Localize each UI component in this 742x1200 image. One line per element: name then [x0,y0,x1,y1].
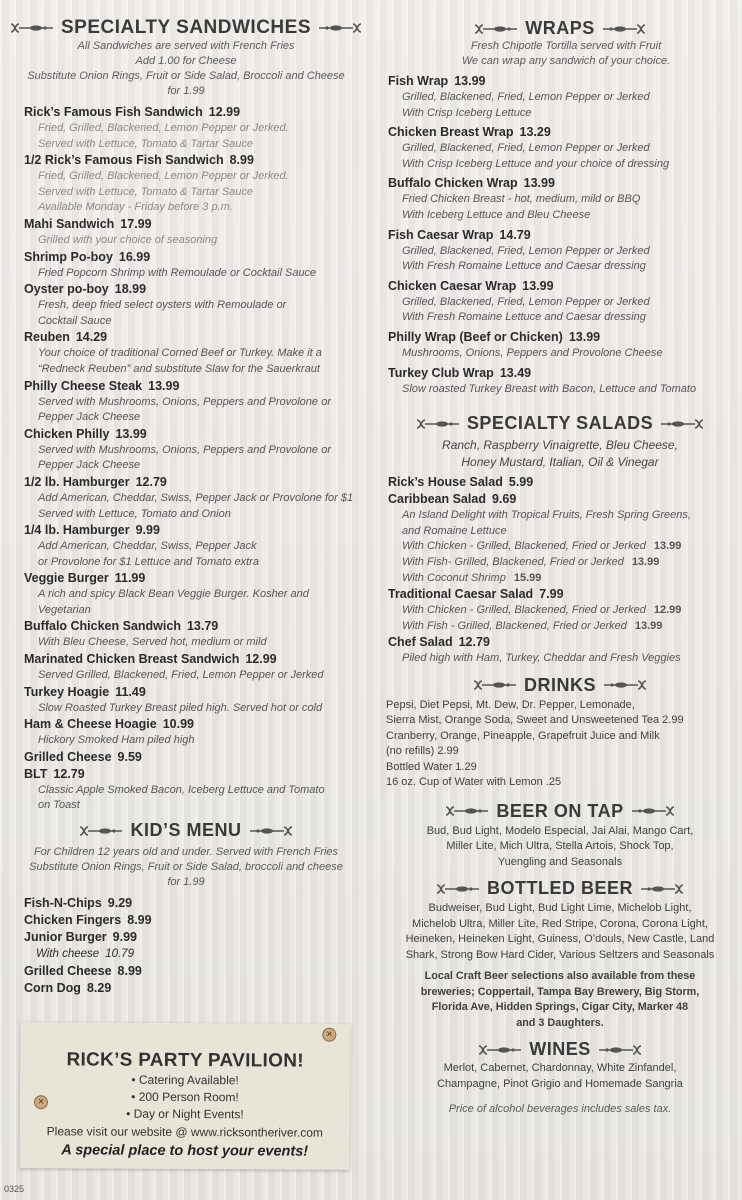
pavilion-title: RICK’S PARTY PAVILION! [66,1049,304,1072]
menu-item-name: Turkey Hoagie [24,684,110,699]
menu-item [24,522,366,539]
menu-item-description: Grilled, Blackened, Fried, Lemon Pepper or Jerked [402,142,650,155]
menu-item-description: Grilled, Blackened, Fried, Lemon Pepper or Jerked [402,91,650,103]
salad-option [388,555,742,571]
menu-item-description: and Romaine Lettuce [402,524,507,537]
menu-item-price: 14.29 [75,330,108,345]
craft-beer-line: and 3 Daughters. [516,1016,604,1029]
salad-option [388,539,742,555]
menu-item [388,227,742,244]
beer-on-tap-heading-text: BEER ON TAP [496,800,624,821]
bottled-beer-heading-text: BOTTLED BEER [486,878,633,899]
menu-item-name: Oyster po-boy [24,282,109,297]
menu-item-description: A rich and spicy Black Bean Veggie Burger. Kosher and [38,588,309,601]
menu-item-description: “Redneck Reuben” and substitute Slaw for the Sauerkraut [38,362,320,375]
menu-item-description: Served with Lettuce, Tomato & Tartar Sauce [38,185,254,198]
menu-item-description: Mushrooms, Onions, Peppers and Provolone Cheese [402,346,663,359]
menu-item-price: 7.99 [539,587,564,602]
ornament-icon [444,804,490,818]
menu-item-description: Piled high with Ham, Turkey, Cheddar and Fresh Veggies [402,652,681,665]
menu-item [388,586,742,603]
menu-item-name: Marinated Chicken Breast Sandwich [24,652,240,667]
menu-item-price: 11.49 [115,684,146,699]
kids-notes [0,845,372,890]
menu-item-description: Hickory Smoked Ham piled high [38,734,195,747]
kids-menu-heading [0,820,372,841]
menu-item-name: Chef Salad [388,635,453,650]
menu-item-description: Served with Lettuce, Tomato & Tartar Sauce [38,137,254,150]
pin-icon: ✕ [34,1095,48,1109]
kids-menu-heading-text: KID’S MENU [130,820,242,841]
beer-line: Miller Lite, Mich Ultra, Stella Artois, Shock Top, [446,840,674,853]
section-note: Substitute Onion Rings, Fruit or Side Salad, Broccoli and Cheese [27,70,345,82]
menu-item-price: 10.79 [105,948,134,961]
menu-item [24,618,366,635]
menu-item-name: Chicken Breast Wrap [388,125,514,140]
salad-option [388,603,742,619]
beer-line: Shark, Strong Bow Hard Cider, Various Seltzers and Seasonals [405,948,715,961]
ornament-icon [473,22,519,36]
menu-item-description: With Fresh Romaine Lettuce and Caesar dressing [402,311,646,324]
beer-line: Bud, Bud Light, Modelo Especial, Jai Alai, Mango Cart, [426,824,694,837]
salad-option-text: With Coconut Shrimp [402,571,506,584]
salad-option [388,571,742,587]
menu-item-description: or Provolone for $1 Lettuce and Tomato extra [38,555,259,568]
menu-item [24,570,366,587]
menu-item [24,766,366,783]
menu-item [388,365,742,382]
menu-item [24,378,366,395]
menu-item-name: Fish Wrap [388,74,449,88]
menu-item-price: 13.79 [186,619,219,634]
kids-list [0,895,372,997]
wraps-heading-text: WRAPS [525,18,595,38]
menu-item-description: With Bleu Cheese, Served hot, medium or mild [38,636,267,649]
menu-item [388,124,742,141]
menu-item-name: Grilled Cheese [24,749,112,764]
menu-item [24,684,366,701]
menu-item-description: An Island Delight with Tropical Fruits, Fresh Spring Greens, [402,509,691,522]
menu-item [24,895,372,912]
ornament-icon [248,824,294,838]
menu-item-name: Fish Caesar Wrap [388,227,494,242]
drink-line: Bottled Water 1.29 [386,760,477,773]
sandwich-list [0,104,372,814]
menu-item-description: Grilled with your choice of seasoning [38,233,218,246]
wraps-list [378,73,742,397]
menu-item-name: Philly Wrap (Beef or Chicken) [388,329,563,344]
menu-item-description: Vegetarian [38,603,91,616]
menu-item [388,175,742,192]
menu-item-description: Classic Apple Smoked Bacon, Iceberg Lettuce and Tomato [38,783,325,796]
menu-item-description: on Toast [38,799,80,812]
menu-item-name: Chicken Caesar Wrap [388,278,517,293]
menu-item-name: Philly Cheese Steak [24,378,143,393]
drink-line: Pepsi, Diet Pepsi, Mt. Dew, Dr. Pepper, Lemonade, [386,698,635,711]
menu-item-price: 17.99 [120,216,152,231]
menu-item-name: Chicken Fingers [24,913,122,928]
menu-item-description: Served with Mushrooms, Onions, Peppers and Provolone or [38,395,331,408]
craft-beer-line: Local Craft Beer selections also available from these [424,970,696,983]
section-note: Substitute Onion Rings, Fruit or Side Salad, broccoli and cheese [29,861,343,874]
salad-option-price: 13.99 [634,619,663,632]
menu-item [24,474,366,491]
bottled-beer-heading [378,878,742,899]
section-note: For Children 12 years old and under. Served with French Fries [33,846,339,859]
menu-item-price: 14.79 [499,227,531,242]
pavilion-website: Please visit our website @ www.ricksontheriver.com [46,1124,323,1140]
menu-item [24,716,366,733]
salad-option-price: 13.99 [653,540,682,553]
menu-item-name: Corn Dog [24,981,81,996]
pavilion-bullet: • Catering Available! [131,1072,239,1088]
menu-item-name: Caribbean Salad [388,492,486,507]
ornament-icon [597,1043,643,1057]
menu-item-price: 9.69 [491,492,517,507]
drink-line: 16 oz. Cup of Water with Lemon .25 [386,776,562,789]
wines-heading [378,1039,742,1060]
menu-item-description: With Crisp Iceberg Lettuce [402,106,532,119]
ornament-icon [472,678,518,692]
menu-item [24,912,372,929]
menu-item-description: With Iceberg Lettuce and Bleu Cheese [402,208,591,221]
salads-list [378,474,742,667]
menu-item [24,104,366,121]
menu-item [388,634,742,651]
menu-item-price: 12.99 [245,652,277,667]
menu-item-name: Grilled Cheese [24,964,112,979]
wines-heading-text: WINES [529,1039,591,1060]
menu-item-price: 11.99 [114,571,146,586]
menu-item-name: Turkey Club Wrap [388,365,494,380]
drink-line: Cranberry, Orange, Pineapple, Grapefruit Juice and Milk [386,729,660,742]
ornament-icon [415,417,461,431]
menu-item [388,474,742,491]
menu-item-price: 13.99 [523,176,555,191]
alcohol-tax-note: Price of alcohol beverages includes sales tax. [448,1103,672,1116]
menu-item-name: Reuben [24,330,70,345]
menu-item [388,278,742,295]
menu-item-description: Slow roasted Turkey Breast with Bacon, Lettuce and Tomato [402,382,697,395]
menu-item-description: Served with Lettuce, Tomato and Onion [38,507,231,520]
ornament-icon [639,882,685,896]
ornament-icon [659,417,705,431]
section-note: We can wrap any sandwich of your choice. [461,55,671,67]
party-pavilion-card [20,1022,351,1170]
menu-item-name: Rick’s House Salad [388,475,503,490]
salad-option-text: With Chicken - Grilled, Blackened, Fried or Jerked [402,540,646,553]
specialty-sandwiches-heading-text: SPECIALTY SANDWICHES [61,17,311,38]
menu-code: 0325 [4,1184,25,1194]
menu-item-name: Traditional Caesar Salad [388,587,534,602]
menu-item-description: Pepper Jack Cheese [38,411,141,424]
menu-item-price: 8.29 [86,981,112,996]
salad-option-price: 13.99 [631,555,660,568]
beer-line: Budweiser, Bud Light, Bud Light Lime, Michelob Light, [428,902,692,915]
menu-item-price: 9.29 [107,896,133,911]
menu-item-name: Ham & Cheese Hoagie [24,717,157,732]
menu-item [24,980,372,997]
menu-item-description: Add American, Cheddar, Swiss, Pepper Jack or Provolone for $1 [38,491,354,504]
ornament-icon [435,882,481,896]
menu-item [24,216,366,233]
menu-item-name: Fish-N-Chips [24,896,102,911]
menu-item [24,329,366,346]
section-note: Ranch, Raspberry Vinaigrette, Bleu Cheese, [442,438,678,453]
menu-item [388,73,742,90]
menu-item-description: Served with Mushrooms, Onions, Peppers and Provolone or [38,443,331,456]
menu-item-name: Buffalo Chicken Wrap [388,176,518,191]
menu-item-name: Chicken Philly [24,426,110,441]
menu-item-price: 13.99 [115,426,147,441]
menu-item-name: 1/2 Rick’s Famous Fish Sandwich [24,153,224,168]
menu-item-name: Mahi Sandwich [24,216,115,231]
menu-item-description: Fried, Grilled, Blackened, Lemon Pepper or Jerked. [38,122,289,134]
wraps-heading [378,18,742,39]
menu-item-price: 18.99 [114,282,147,297]
salad-option [388,619,742,635]
menu-item-name: Veggie Burger [24,571,109,586]
section-note: for 1.99 [167,85,205,97]
ornament-icon [477,1043,523,1057]
section-note: for 1.99 [167,876,205,889]
menu-item-price: 9.59 [117,749,142,764]
menu-item-price: 13.99 [454,74,486,88]
right-column [378,0,742,1117]
menu-item-price: 13.99 [148,378,180,393]
section-note: Add 1.00 for Cheese [135,55,237,67]
drink-line: (no refills) 2.99 [386,745,459,758]
menu-item-price: 16.99 [118,249,151,264]
specialty-salads-heading [378,413,742,434]
pavilion-bullet: • Day or Night Events! [126,1106,244,1122]
menu-item-name: 1/4 lb. Hamburger [24,523,130,538]
menu-item [24,929,372,946]
menu-item-price: 8.99 [127,913,152,928]
ornament-icon [601,22,647,36]
menu-item-name: Junior Burger [24,930,107,945]
ornament-icon [630,804,676,818]
menu-item [24,152,366,169]
drinks-heading-text: DRINKS [523,674,596,695]
specialty-sandwiches-heading [0,17,372,39]
menu-item [24,249,366,266]
menu-item-description: Fried Chicken Breast - hot, medium, mild or BBQ [402,193,641,206]
menu-item-price: 12.79 [135,474,167,489]
menu-item-description: Fresh, deep fried select oysters with Remoulade or [38,299,287,312]
craft-beer-line: breweries; Coppertail, Tampa Bay Brewery, Big Storm, [420,985,700,998]
wine-line: Merlot, Cabernet, Chardonnay, White Zinfandel, [443,1062,677,1075]
menu-item-description: Available Monday - Friday before 3 p.m. [38,201,233,214]
section-note: Fresh Chipotle Tortilla served with Fruit [470,40,662,52]
menu-item-description: Fried Popcorn Shrimp with Remoulade or Cocktail Sauce [38,266,317,279]
specialty-salads-heading-text: SPECIALTY SALADS [466,413,654,434]
section-note: All Sandwiches are served with French Fries [77,40,295,52]
menu-item [24,963,372,980]
salad-option-text: With Chicken - Grilled, Blackened, Fried or Jerked [402,604,646,617]
menu-item-price: 12.79 [458,635,490,650]
menu-item-description: Grilled, Blackened, Fried, Lemon Pepper or Jerked [402,295,650,308]
menu-item-description: Fried, Grilled, Blackened, Lemon Pepper or Jerked. [38,170,289,183]
beer-line: Yuengling and Seasonals [497,855,623,868]
left-column [0,0,372,997]
menu-item-price: 13.99 [568,329,601,344]
menu-item-price: 9.99 [135,523,160,538]
menu-item-description: Add American, Cheddar, Swiss, Pepper Jack [38,540,257,553]
ornament-icon [78,824,124,838]
menu-item-price: 12.79 [53,766,85,781]
menu-item-price: 9.99 [112,930,137,945]
menu-item [388,329,742,346]
menu-item-description: With Fresh Romaine Lettuce and Caesar dressing [402,260,646,273]
pavilion-bullet: • 200 Person Room! [131,1089,239,1105]
salad-option-text: With Fish - Grilled, Blackened, Fried or Jerked [402,619,627,632]
menu-item-name: Buffalo Chicken Sandwich [24,619,181,634]
menu-item-description: Slow Roasted Turkey Breast piled high. Served hot or cold [38,701,323,714]
menu-item-name: Shrimp Po-boy [24,249,113,264]
menu-item-price: 12.99 [208,105,241,119]
menu-item [24,749,366,766]
menu-item-description: Pepper Jack Cheese [38,459,141,472]
pin-icon: ✕ [322,1028,336,1042]
menu-item-name: 1/2 lb. Hamburger [24,474,130,489]
menu-item-description: With Crisp Iceberg Lettuce and your choice of dressing [402,157,670,170]
menu-item-price: 10.99 [162,717,194,732]
beer-line: Michelob Ultra, Miller Lite, Red Stripe, Corona, Corona Light, [412,917,708,930]
pavilion-tagline: A special place to host your events! [61,1142,309,1160]
menu-item-description: Your choice of traditional Corned Beef or Turkey. Make it a [38,347,322,360]
drink-line: Sierra Mist, Orange Soda, Sweet and Unsweetened Tea 2.99 [386,714,684,727]
menu-item [24,281,366,298]
drinks-list [378,698,742,791]
menu-item [24,946,372,963]
menu-item-price: 8.99 [229,153,254,168]
menu-item-price: 13.49 [499,365,532,380]
ornament-icon [317,21,363,35]
craft-beer-line: Florida Ave, Hidden Springs, Cigar City, Marker 48 [431,1001,689,1014]
menu-item [24,426,366,443]
salad-option-price: 12.99 [653,604,682,617]
ornament-icon [9,21,55,35]
salad-option-text: With Fish- Grilled, Blackened, Fried or Jerked [402,555,624,568]
menu-item-price: 13.99 [522,278,554,293]
salad-option-price: 15.99 [513,571,542,584]
menu-item-name: With cheese [36,948,100,961]
menu-item-description: Served Grilled, Blackened, Fried, Lemon Pepper or Jerked [38,669,324,682]
menu-item-price: 8.99 [117,964,142,979]
ornament-icon [602,678,648,692]
craft-beer-block [378,969,742,1031]
beer-line: Heineken, Heineken Light, Guiness, O’douls, New Castle, Land [405,933,715,946]
wine-line: Champagne, Pinot Grigio and Homemade Sangria [437,1077,683,1090]
menu-item [388,491,742,508]
menu-item-price: 5.99 [508,475,534,490]
menu-item [24,651,366,668]
menu-item-name: BLT [24,766,48,781]
menu-item-name: Rick’s Famous Fish Sandwich [24,105,203,119]
beer-on-tap-heading [378,801,742,822]
menu-item-description: Cocktail Sauce [38,314,112,327]
section-note: Honey Mustard, Italian, Oil & Vinegar [461,455,659,470]
menu-item-price: 13.29 [519,125,551,140]
menu-item-description: Grilled, Blackened, Fried, Lemon Pepper or Jerked [402,244,650,257]
drinks-heading [378,675,742,696]
